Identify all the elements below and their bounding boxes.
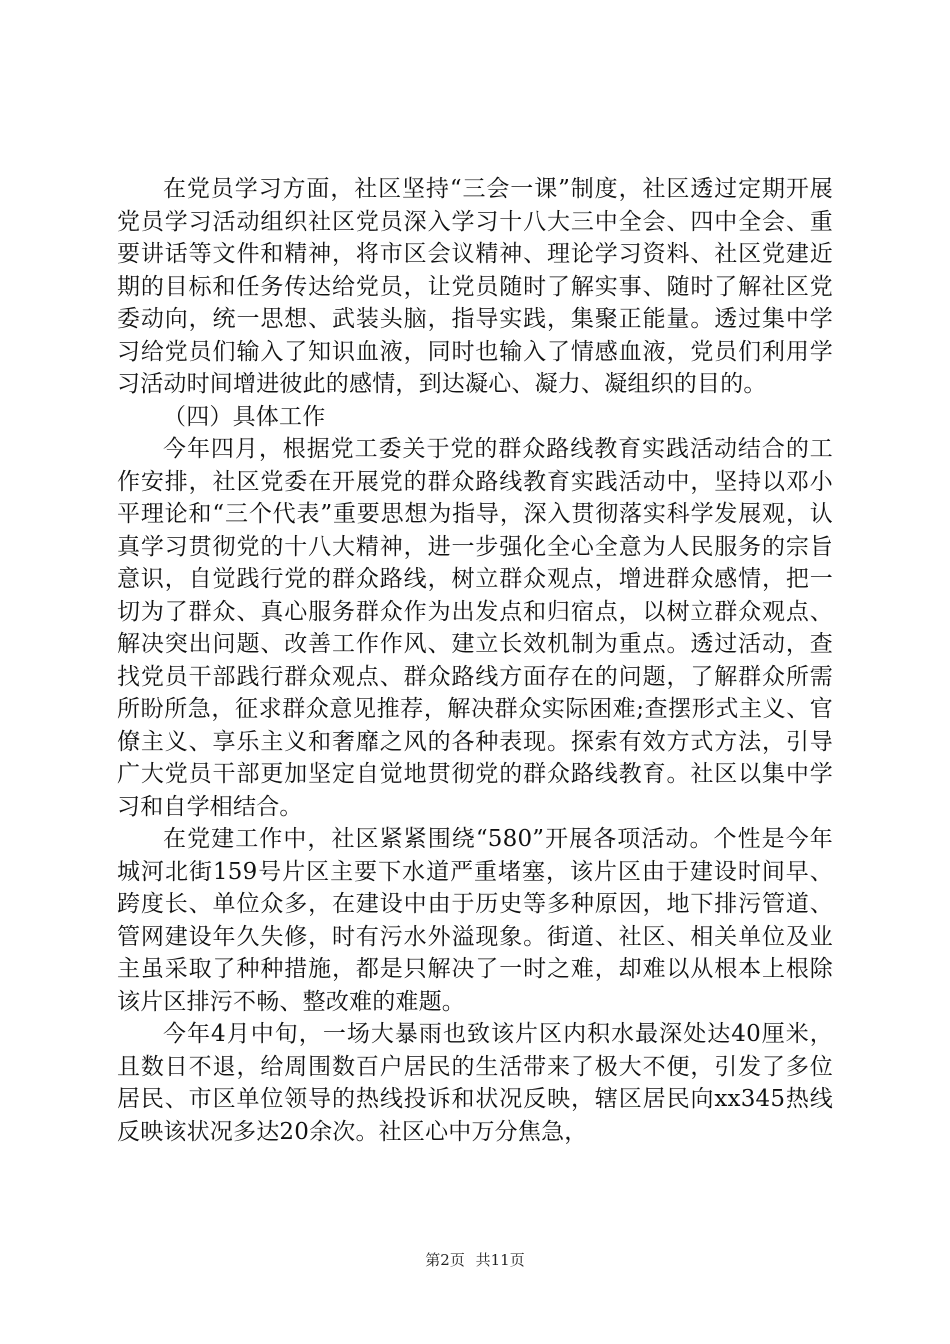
- paragraph-party-study: 在党员学习方面，社区坚持“三会一课”制度，社区透过定期开展党员学习活动组织社区党员深入学习十八大三中全会、四中全会、重要讲话等文件和精神，将市区会议精神、理论学习资料、社区党建近期的目标和任务传达给党员，让党员随时了解实事、随时了解社区党委动向，统一思想、武装头脑，指导实践，集聚正能量。透过集中学习给党员们输入了知识血液，同时也输入了情感血液，党员们利用学习活动时间增进彼此的感情，到达凝心、凝力、凝组织的目的。: [117, 176, 833, 397]
- page-number: 第2页: [425, 1251, 465, 1269]
- paragraph-rainstorm-april: 今年4月中旬，一场大暴雨也致该片区内积水最深处达40厘米，且数日不退，给周围数百户居民的生活带来了极大不便，引发了多位居民、市区单位领导的热线投诉和状况反映，辖区居民向xx345热线反映该状况多达20余次。社区心中万分焦急，: [117, 1021, 833, 1145]
- paragraph-party-building-580: 在党建工作中，社区紧紧围绕“580”开展各项活动。个性是今年城河北街159号片区主要下水道严重堵塞，该片区由于建设时间早、跨度长、单位众多，在建设中由于历史等多种原因，地下排污管道、管网建设年久失修，时有污水外溢现象。街道、社区、相关单位及业主虽采取了种种措施，都是只解决了一时之难，却难以从根本上根除该片区排污不畅、整改难的难题。: [117, 826, 833, 1015]
- page-total: 共11页: [475, 1251, 525, 1269]
- paragraph-mass-line-education: 今年四月，根据党工委关于党的群众路线教育实践活动结合的工作安排，社区党委在开展党的群众路线教育实践活动中，坚持以邓小平理论和“三个代表”重要思想为指导，深入贯彻落实科学发展观，认真学习贯彻党的十八大精神，进一步强化全心全意为人民服务的宗旨意识，自觉践行党的群众路线，树立群众观点，增进群众感情，把一切为了群众、真心服务群众作为出发点和归宿点，以树立群众观点、解决突出问题、改善工作作风、建立长效机制为重点。透过活动，查找党员干部践行群众观点、群众路线方面存在的问题，了解群众所需所盼所急，征求群众意见推荐，解决群众实际困难;查摆形式主义、官僚主义、享乐主义和奢靡之风的各种表现。探索有效方式方法，引导广大党员干部更加坚定自觉地贯彻党的群众路线教育。社区以集中学习和自学相结合。: [117, 436, 833, 820]
- document-body: [117, 173, 833, 1148]
- section-heading-specific-work: （四）具体工作: [163, 403, 326, 430]
- page-footer: [0, 1250, 950, 1270]
